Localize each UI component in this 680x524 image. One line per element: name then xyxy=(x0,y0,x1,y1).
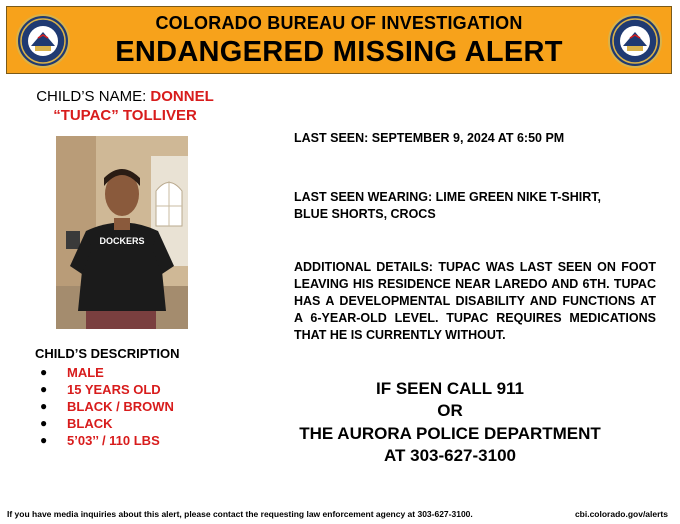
child-name xyxy=(0,88,250,106)
cbi-seal-icon xyxy=(608,14,662,68)
list-item: ● BLACK / BROWN xyxy=(40,399,174,414)
wearing-line-1: LAST SEEN WEARING: LIME GREEN NIKE T-SHIRT, xyxy=(294,190,601,204)
description-height-weight: 5’03’’ / 110 LBS xyxy=(67,433,160,448)
website-link[interactable]: cbi.colorado.gov/alerts xyxy=(574,509,668,519)
last-seen: LAST SEEN: SEPTEMBER 9, 2024 AT 6:50 PM xyxy=(294,131,565,145)
description-sex: MALE xyxy=(67,365,104,380)
child-name-rest: “TUPAC” TOLLIVER xyxy=(53,107,197,124)
alert-banner xyxy=(6,6,672,74)
description-eyes-hair: BLACK / BROWN xyxy=(67,399,174,414)
cta-call-911: IF SEEN CALL 911 xyxy=(375,379,524,398)
cta-or: OR xyxy=(437,401,463,420)
list-item: ● BLACK xyxy=(40,416,113,431)
description-list xyxy=(40,364,174,449)
shirt-print: DOCKERS xyxy=(99,236,145,246)
wearing-line-2: BLUE SHORTS, CROCS xyxy=(294,207,436,221)
last-seen-wearing xyxy=(294,189,656,223)
cta-department: THE AURORA POLICE DEPARTMENT xyxy=(299,424,601,443)
description-heading: CHILD’S DESCRIPTION xyxy=(35,346,180,361)
list-item: ● MALE xyxy=(40,365,104,380)
child-photo xyxy=(56,136,188,329)
alert-title: ENDANGERED MISSING ALERT xyxy=(115,36,563,68)
child-name-label: CHILD’S NAME: xyxy=(36,88,147,105)
child-first-name: DONNEL xyxy=(150,88,214,105)
list-item: ● 15 YEARS OLD xyxy=(40,382,161,397)
additional-details: ADDITIONAL DETAILS: TUPAC WAS LAST SEEN ON FOOT LEAVING HIS RESIDENCE NEAR LAREDO AND 6TH. TUPAC HAS A DEVELOPMENTAL DISABILITY AND FUNCTIONS AT A 6-YEAR-OLD LEVEL. TUPAC REQUIRES MEDICATIONS THAT HE IS CURRENTLY WITHOUT. xyxy=(294,260,656,342)
cta-phone: AT 303-627-3100 xyxy=(384,446,516,465)
agency-name: COLORADO BUREAU OF INVESTIGATION xyxy=(155,13,523,33)
list-item: ● 5’03’’ / 110 LBS xyxy=(40,433,160,448)
description-age: 15 YEARS OLD xyxy=(67,382,161,397)
description-race: BLACK xyxy=(67,416,113,431)
media-note: If you have media inquiries about this alert, please contact the requesting law enforcement agency at 303-627-3100. xyxy=(7,509,473,519)
